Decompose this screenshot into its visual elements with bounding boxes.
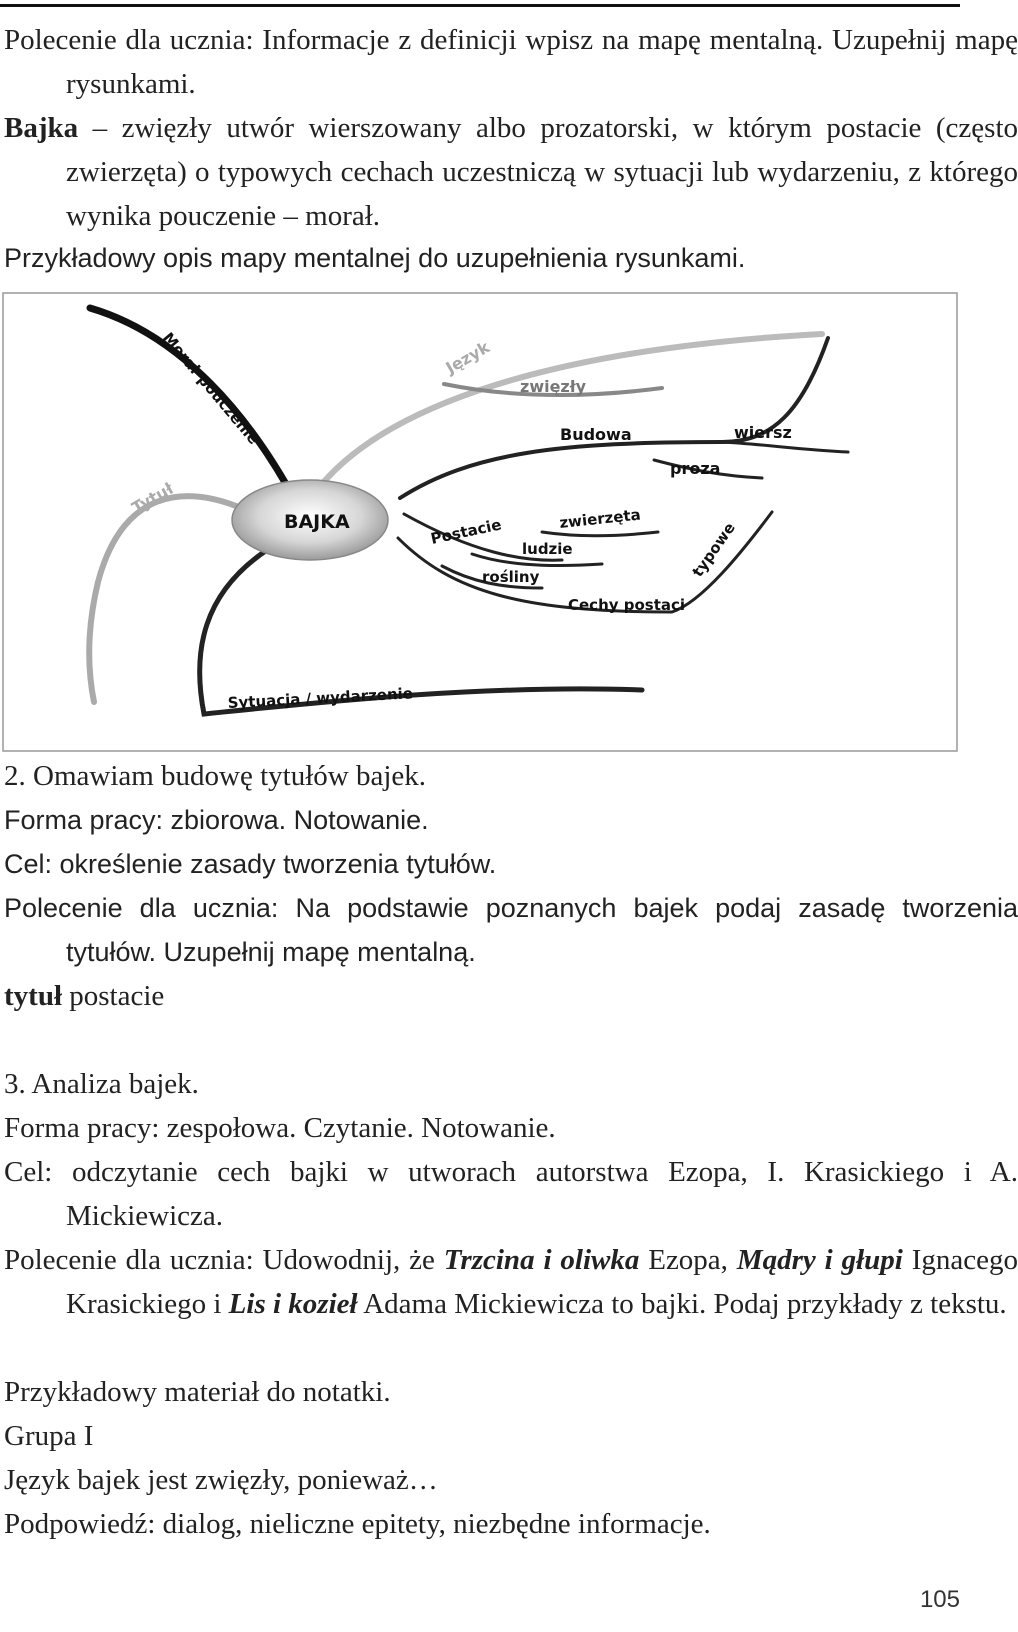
label-title: Tytuł (128, 478, 177, 518)
map-caption: Przykładowy opis mapy mentalnej do uzupełnienia rysunkami. (4, 243, 746, 273)
label-plants: rośliny (482, 568, 540, 586)
label-verse: wiersz (734, 423, 792, 442)
language-note: Język bajek jest zwięzły, ponieważ… (4, 1464, 438, 1496)
section2-task: Polecenie dla ucznia: Na podstawie poznanych bajek podaj zasadę tworzenia tytułów. Uzupełnij mapę mentalną. (4, 893, 1018, 967)
bajka-definition (4, 106, 1018, 238)
label-prose: proza (670, 459, 721, 478)
intro-task: Polecenie dla ucznia: Informacje z definicji wpisz na mapę mentalną. Uzupełnij mapę rysunkami. (4, 24, 1018, 100)
label-characters: Postacie (429, 515, 503, 548)
hint: Podpowiedź: dialog, nieliczne epitety, niezbędne informacje. (4, 1508, 711, 1540)
label-situation: Sytuacja / wydarzenie (227, 684, 414, 712)
title-word: tytuł (4, 980, 62, 1012)
work-madry: Mądry i głupi (736, 1244, 903, 1276)
section3-heading: 3. Analiza bajek. (4, 1068, 199, 1100)
definition-text: – zwięzły utwór wierszowany albo prozatorski, w którym postacie (często zwierzęta) o typowych cechach uczestniczą w sytuacji lub wydarzeniu, z którego wynika pouczenie – morał. (66, 112, 1018, 232)
label-animals: zwierzęta (558, 505, 642, 532)
label-people: ludzie (522, 540, 573, 558)
section3-task: Polecenie dla ucznia: Udowodnij, że Trzcina i oliwka Ezopa, Mądry i głupi Ignacego Krasickiego i Lis i kozieł Adama Mickiewicza to bajki. Podaj przykłady z tekstu. (4, 1244, 1018, 1320)
label-concise: zwięzły (520, 377, 587, 396)
section3-form: Forma pracy: zespołowa. Czytanie. Notowanie. (4, 1112, 556, 1144)
material-note: Przykładowy materiał do notatki. (4, 1376, 391, 1408)
page-number: 105 (919, 1586, 960, 1613)
label-language: Język (442, 337, 493, 378)
section3-goal: Cel: odczytanie cech bajki w utworach autorstwa Ezopa, I. Krasickiego i A. Mickiewicza. (4, 1156, 1018, 1232)
label-traits: Cechy postaci (568, 596, 686, 614)
section2-goal: Cel: określenie zasady tworzenia tytułów. (4, 849, 497, 879)
section2-form: Forma pracy: zbiorowa. Notowanie. (4, 805, 429, 835)
work-lis: Lis i kozieł (228, 1288, 358, 1320)
work-trzcina: Trzcina i oliwka (443, 1244, 640, 1276)
characters-word: postacie (62, 980, 165, 1012)
label-typical: typowe (688, 519, 739, 581)
label-moral: Morał-pouczenie (158, 329, 263, 448)
title-characters-note (4, 974, 164, 1018)
definition-term: Bajka (4, 112, 79, 144)
top-rule (0, 4, 960, 7)
center-label: BAJKA (284, 511, 350, 533)
mind-map (2, 292, 958, 752)
group-label: Grupa I (4, 1420, 94, 1452)
label-structure: Budowa (560, 425, 632, 444)
section2-heading: 2. Omawiam budowę tytułów bajek. (4, 760, 427, 792)
